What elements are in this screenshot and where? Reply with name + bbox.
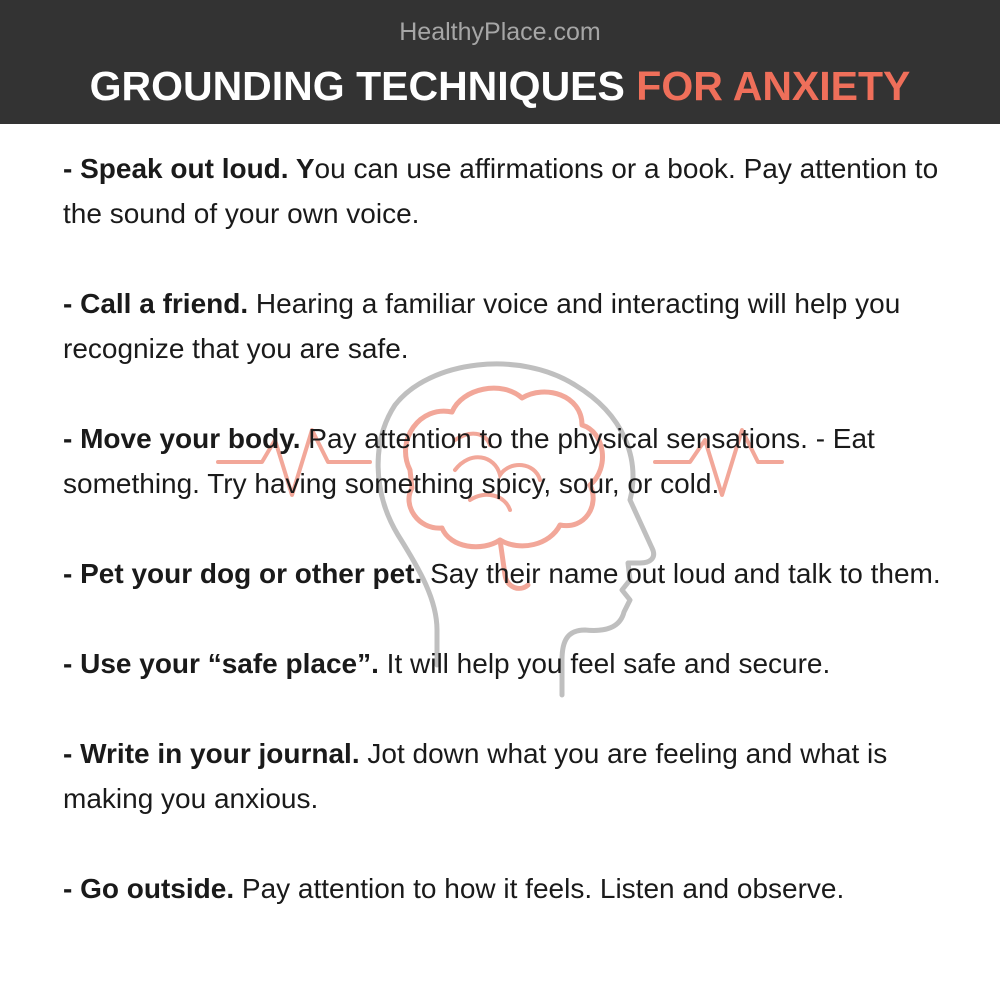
list-item bbox=[63, 731, 963, 821]
item-lead: - Go outside. bbox=[63, 873, 235, 904]
item-text: Jot down what you are feeling and what is making you anxious. bbox=[63, 738, 888, 814]
list-item bbox=[63, 416, 963, 506]
item-text: It will help you feel safe and secure. bbox=[378, 648, 831, 679]
list-item bbox=[63, 551, 963, 596]
item-text: ou can use affirmations or a book. Pay attention to the sound of your own voice. bbox=[63, 153, 939, 229]
list-item bbox=[63, 281, 963, 371]
item-text: Pay attention to the physical sensations. - Eat something. Try having something spicy, sour, or cold. bbox=[63, 423, 875, 499]
title-main: GROUNDING TECHNIQUES bbox=[89, 63, 625, 109]
title-accent: FOR ANXIETY bbox=[636, 63, 911, 109]
list-item bbox=[63, 641, 963, 686]
list-item bbox=[63, 866, 963, 911]
item-text: Hearing a familiar voice and interacting will help you recognize that you are safe. bbox=[63, 288, 901, 364]
item-lead: - Use your “safe place”. bbox=[63, 648, 379, 679]
item-lead: - Write in your journal. bbox=[63, 738, 360, 769]
site-name: HealthyPlace.com bbox=[399, 18, 601, 46]
item-lead: - Call a friend. bbox=[63, 288, 249, 319]
item-text: Say their name out loud and talk to them. bbox=[422, 558, 941, 589]
item-lead: - Pet your dog or other pet. bbox=[63, 558, 423, 589]
list-item bbox=[63, 146, 963, 236]
technique-list bbox=[63, 146, 963, 956]
item-lead: - Move your body. bbox=[63, 423, 301, 454]
item-text: Pay attention to how it feels. Listen and observe. bbox=[234, 873, 845, 904]
item-lead: - Speak out loud. Y bbox=[63, 153, 315, 184]
